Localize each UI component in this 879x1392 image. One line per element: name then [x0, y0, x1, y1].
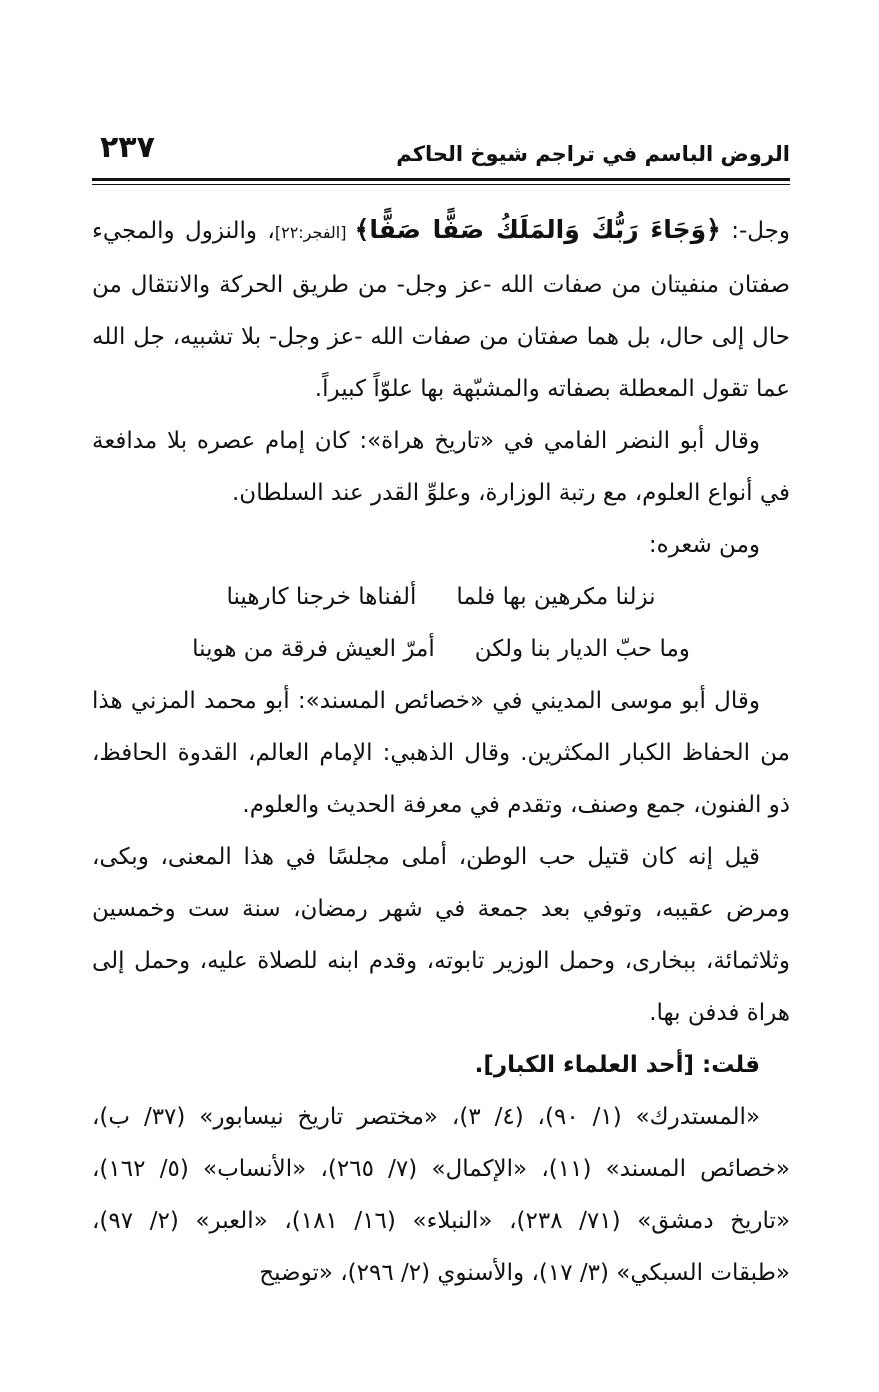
poem-line-2-second-hemistich: أمرّ العيش فرقة من هوينا [192, 636, 435, 662]
paragraph-2: وقال أبو النضر الفامي في «تاريخ هراة»: كان إمام عصره بلا مدافعة في أنواع العلوم، مع رتبة الوزارة، وعلوِّ القدر عند السلطان. [92, 428, 790, 506]
poem-line-1-second-hemistich: ألفناها خرجنا كارهينا [226, 584, 417, 610]
poem-line-2 [92, 623, 790, 675]
poem-line-1 [92, 571, 790, 623]
paragraph-5: قيل إنه كان قتيل حب الوطن، أملى مجلسًا في هذا المعنى، وبكى، ومرض عقيبه، وتوفي بعد جمعة في شهر رمضان، سنة ست وخمسين وثلاثمائة، ببخارى، وحمل الوزير تابوته، وقدم ابنه للصلاة عليه، وحمل إلى هراة فدفن بها. [92, 844, 790, 1026]
book-page [92, 120, 791, 1286]
poem-line-1-first-hemistich: نزلنا مكرهين بها فلما [456, 584, 656, 610]
header-rule-thick [92, 178, 790, 181]
paragraph-4: وقال أبو موسى المديني في «خصائص المسند»: أبو محمد المزني هذا من الحفاظ الكبار المكثرين. وقال الذهبي: الإمام العالم، القدوة الحافظ، ذو الفنون، جمع وصنف، وتقدم في معرفة الحديث والعلوم. [92, 688, 790, 818]
paragraph-1-lead: وجل-: [720, 218, 790, 244]
running-header [92, 120, 790, 172]
paragraph-1 [92, 204, 790, 415]
header-rule-thin [92, 184, 790, 185]
section-heading: قلت: [أحد العلماء الكبار]. [474, 1052, 760, 1078]
references-paragraph: «المستدرك» (١/ ٩٠)، (٤/ ٣)، «مختصر تاريخ نيسابور» (٣٧/ ب)، «خصائص المسند» (١١)، «الإكمال» (٧/ ٢٦٥)، «الأنساب» (٥/ ١٦٢)، «تاريخ دمشق» (٧١/ ٢٣٨)، «النبلاء» (١٦/ ١٨١)، «العبر» (٢/ ٩٧)، «طبقات السبكي» (٣/ ١٧)، والأسنوي (٢/ ٢٩٦)، «توضيح [92, 1104, 791, 1286]
running-title: الروض الباسم في تراجم شيوخ الحاكم [396, 142, 790, 166]
body-text [92, 204, 790, 1299]
quran-verse: ﴿وَجَاءَ رَبُّكَ وَالمَلَكُ صَفًّا صَفًّا﴾ [354, 215, 721, 244]
quran-reference: [الفجر:٢٢] [274, 223, 355, 242]
poem-line-2-first-hemistich: وما حبّ الديار بنا ولكن [474, 636, 690, 662]
paragraph-3: ومن شعره: [648, 532, 760, 558]
page-number: ٢٣٧ [100, 130, 155, 165]
paragraph-1-rest: ، والنزول والمجيء صفتان منفيتان من صفات الله -عز وجل- من طريق الحركة والانتقال من حال إلى حال، بل هما صفتان من صفات الله -عز وجل- بلا تشبيه، جل الله عما تقول المعطلة بصفاته والمشبّهة بها علوّاً كبيراً. [92, 218, 790, 402]
